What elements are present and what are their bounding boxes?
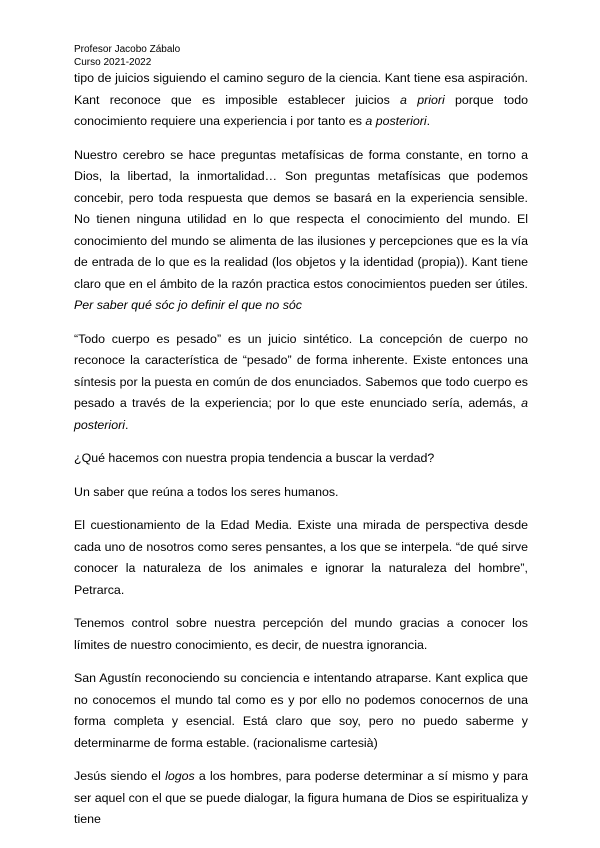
italic-run: logos	[165, 769, 195, 783]
text-run: Jesús siendo el	[74, 769, 166, 783]
paragraph	[74, 482, 528, 504]
paragraph	[74, 766, 528, 831]
italic-run: a posteriori	[74, 396, 528, 432]
text-run: ¿Qué hacemos con nuestra propia tendencia a buscar la verdad?	[74, 451, 435, 465]
page-header	[74, 43, 180, 69]
text-run: Tenemos control sobre nuestra percepción del mundo gracias a conocer los límites de nuestro conocimiento, es decir, de nuestra ignorancia.	[74, 616, 528, 652]
italic-run: Per saber qué sóc jo definir el que no sóc	[74, 298, 302, 312]
paragraph	[74, 668, 528, 754]
paragraph	[74, 515, 528, 601]
italic-run: a priori	[400, 92, 445, 107]
document-body	[74, 70, 528, 843]
text-run: .	[426, 114, 431, 128]
italic-run: a posteriori	[365, 114, 427, 128]
text-run: a los hombres, para poderse determinar a sí mismo y para ser aquel con el que se puede dialogar, la figura humana de Dios se espiritualiza y tiene	[74, 769, 528, 826]
text-run: .	[124, 417, 129, 432]
text-run: Nuestro cerebro se hace preguntas metafísicas de forma constante, en torno a Dios, la libertad, la inmortalidad… Son preguntas metafísicas que podemos concebir, pero toda respuesta que demos se basará en la experiencia sensible. No tienen ninguna utilidad en lo que respecta el conocimiento del mundo. El conocimiento del mundo se alimenta de las ilusiones y percepciones que es la vía de entrada de lo que es la realidad (los objetos y la identidad (propia)). Kant tiene claro que en el ámbito de la razón practica estos conocimientos pueden ser útiles.	[74, 147, 528, 291]
text-run: porque todo conocimiento requiere una experiencia i por tanto es	[74, 92, 528, 128]
paragraph	[74, 329, 528, 437]
paragraph	[74, 68, 528, 133]
paragraph	[74, 448, 528, 470]
paragraph	[74, 613, 528, 656]
text-run: “Todo cuerpo es pesado” es un juicio sintético. La concepción de cuerpo no reconoce la característica de “pesado” de forma inherente. Existe entonces una síntesis por la puesta en común de dos enunciados. Sabemos que todo cuerpo es pesado a través de la experiencia; por lo que este enunciado sería, además,	[74, 331, 528, 410]
text-run: San Agustín reconociendo su conciencia e intentando atraparse. Kant explica que no conocemos el mundo tal como es y por ello no podemos conocernos de una forma completa y esencial. Está claro que soy, pero no puedo saberme y determinarme de forma estable. (racionalisme cartesià)	[74, 671, 528, 750]
course-year: Curso 2021-2022	[74, 57, 152, 68]
author-name: Profesor Jacobo Zábalo	[74, 44, 181, 55]
text-run: tipo de juicios siguiendo el camino seguro de la ciencia. Kant tiene esa aspiración. Kant reconoce que es imposible establecer juicios	[74, 71, 528, 107]
text-run: Un saber que reúna a todos los seres humanos.	[74, 484, 339, 499]
paragraph	[74, 145, 528, 317]
text-run: El cuestionamiento de la Edad Media. Existe una mirada de perspectiva desde cada uno de nosotros como seres pensantes, a los que se interpela. “de qué sirve conocer la naturaleza de los animales e ignorar la naturaleza del hombre”, Petrarca.	[74, 518, 528, 597]
